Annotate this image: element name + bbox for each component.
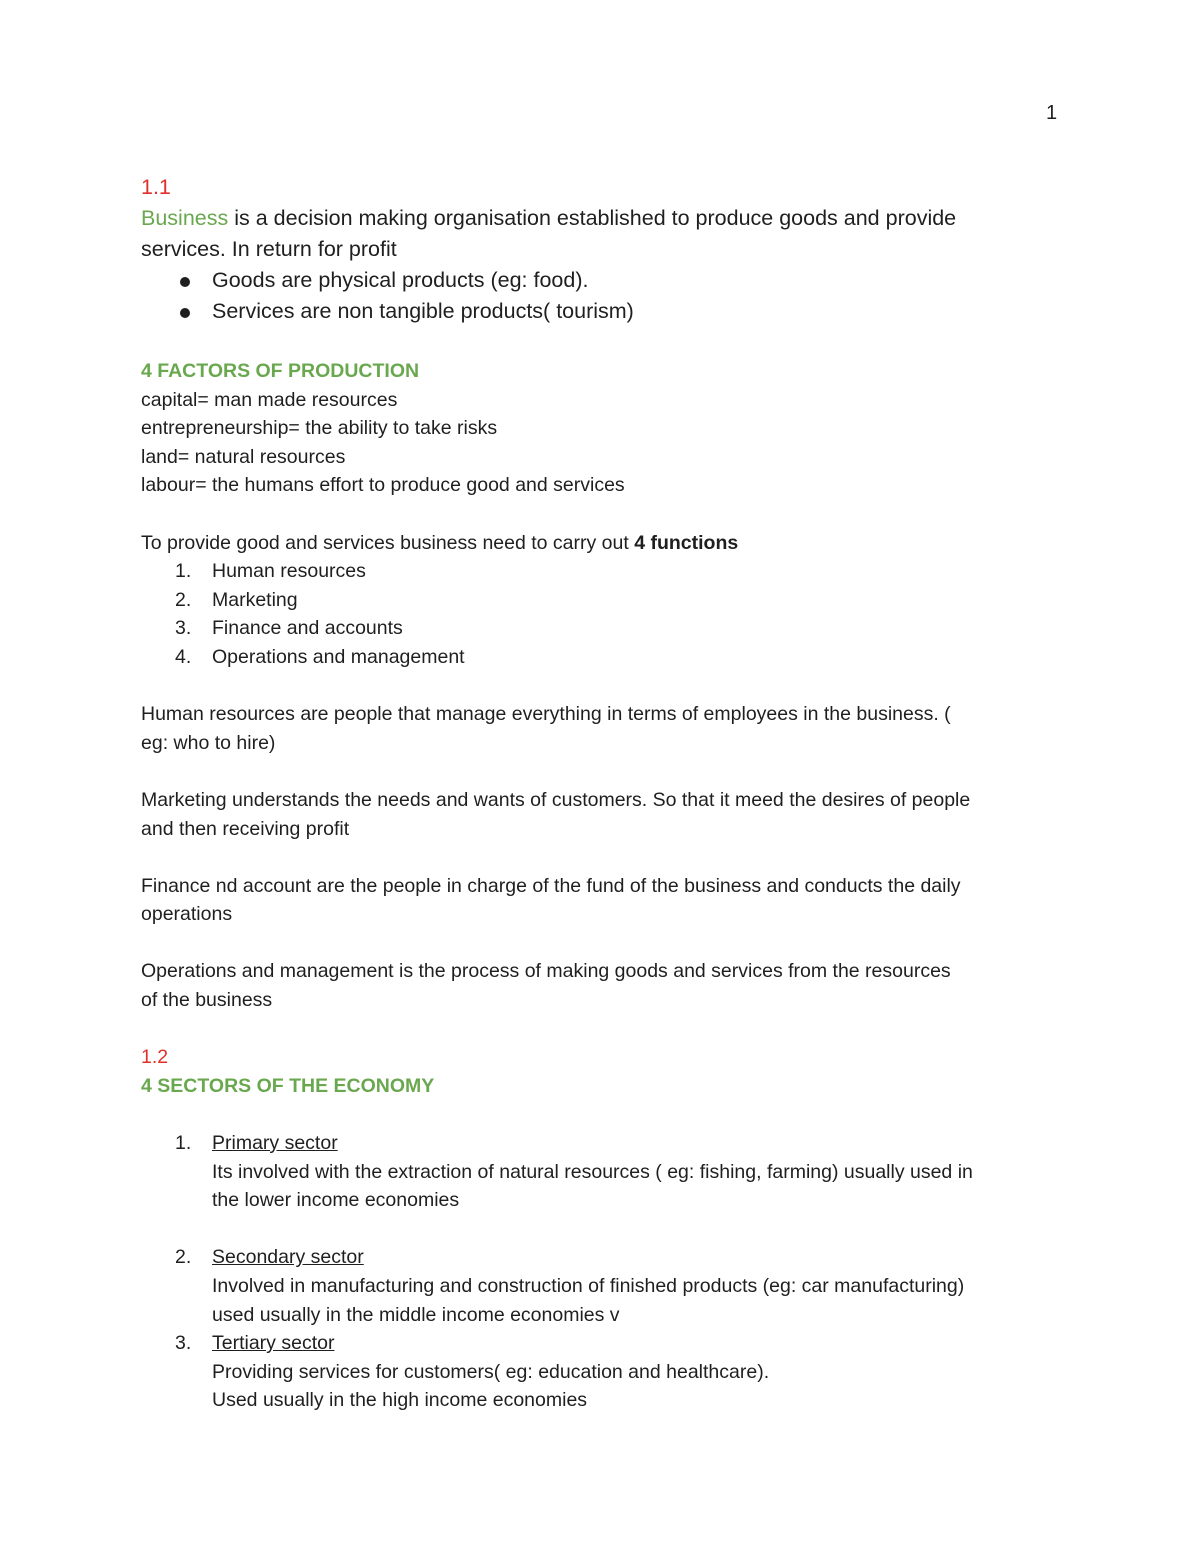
item-number: 2.	[175, 588, 192, 611]
sector-description: Involved in manufacturing and construction of finished products (eg: car manufacturing)	[212, 1275, 965, 1297]
sector-description: Its involved with the extraction of natural resources ( eg: fishing, farming) usually used in	[212, 1160, 973, 1183]
business-definition	[141, 203, 1061, 234]
sector-title: Primary sector	[212, 1132, 338, 1155]
bullet-text: Goods are physical products (eg: food).	[212, 268, 589, 292]
item-text: Human resources	[212, 560, 366, 583]
sector-description: Providing services for customers( eg: education and healthcare).	[212, 1360, 770, 1383]
functions-intro-text: To provide good and services business need to carry out	[141, 531, 635, 554]
list-item	[141, 614, 1061, 643]
item-text: Finance and accounts	[212, 617, 403, 640]
section-number: 1.2	[141, 1046, 169, 1069]
operations-paragraph-line: of the business	[141, 989, 273, 1012]
factor-line: entrepreneurship= the ability to take risks	[141, 417, 498, 440]
definition-text: is a decision making organisation established to produce goods and provide	[228, 206, 957, 230]
hr-paragraph-line: eg: who to hire)	[141, 731, 276, 754]
functions-intro-bold: 4 functions	[634, 531, 739, 554]
sector-description: used usually in the middle income economies v	[212, 1303, 620, 1326]
list-item	[141, 557, 1061, 586]
list-item	[141, 296, 1061, 327]
list-item	[141, 1243, 1061, 1329]
finance-paragraph-line: Finance nd account are the people in charge of the fund of the business and conducts the daily	[141, 874, 961, 897]
functions-list	[141, 557, 1061, 671]
factor-line: labour= the humans effort to produce good and services	[141, 474, 625, 497]
section-number: 1.1	[141, 175, 171, 199]
page-content	[141, 172, 1061, 1415]
business-term: Business	[141, 206, 229, 230]
marketing-paragraph-line: and then receiving profit	[141, 817, 350, 840]
list-item	[141, 1329, 1061, 1415]
sector-title: Secondary sector	[212, 1246, 364, 1269]
operations-paragraph-line: Operations and management is the process of making goods and services from the resources	[141, 960, 951, 983]
sectors-heading: 4 SECTORS OF THE ECONOMY	[141, 1074, 435, 1097]
factor-line: capital= man made resources	[141, 388, 398, 411]
list-item	[141, 643, 1061, 672]
list-item	[141, 586, 1061, 615]
bullet-icon	[180, 308, 190, 318]
item-number: 4.	[175, 645, 192, 668]
factors-heading: 4 FACTORS OF PRODUCTION	[141, 360, 420, 382]
definition-continuation: services. In return for profit	[141, 237, 397, 261]
factor-line: land= natural resources	[141, 445, 346, 468]
sector-title: Tertiary sector	[212, 1332, 335, 1355]
sector-description: Used usually in the high income economies	[212, 1389, 588, 1412]
item-number: 3.	[175, 1332, 192, 1355]
hr-paragraph-line: Human resources are people that manage everything in terms of employees in the business. (	[141, 703, 951, 726]
finance-paragraph-line: operations	[141, 903, 233, 926]
bullet-list	[141, 265, 1061, 327]
item-number: 1.	[175, 1132, 192, 1155]
bullet-text: Services are non tangible products( tourism)	[212, 299, 634, 323]
list-item	[141, 265, 1061, 296]
list-item	[141, 1129, 1061, 1215]
item-number: 2.	[175, 1246, 192, 1269]
page-number: 1	[1046, 102, 1058, 124]
sectors-list	[141, 1129, 1061, 1415]
functions-intro	[141, 529, 1061, 558]
marketing-paragraph-line: Marketing understands the needs and wants of customers. So that it meed the desires of people	[141, 788, 971, 811]
list-spacer	[141, 1215, 1061, 1244]
item-number: 1.	[175, 560, 192, 583]
item-number: 3.	[175, 617, 192, 640]
bullet-icon	[180, 277, 190, 287]
sector-description: the lower income economies	[212, 1189, 460, 1212]
item-text: Operations and management	[212, 645, 465, 668]
item-text: Marketing	[212, 588, 298, 611]
